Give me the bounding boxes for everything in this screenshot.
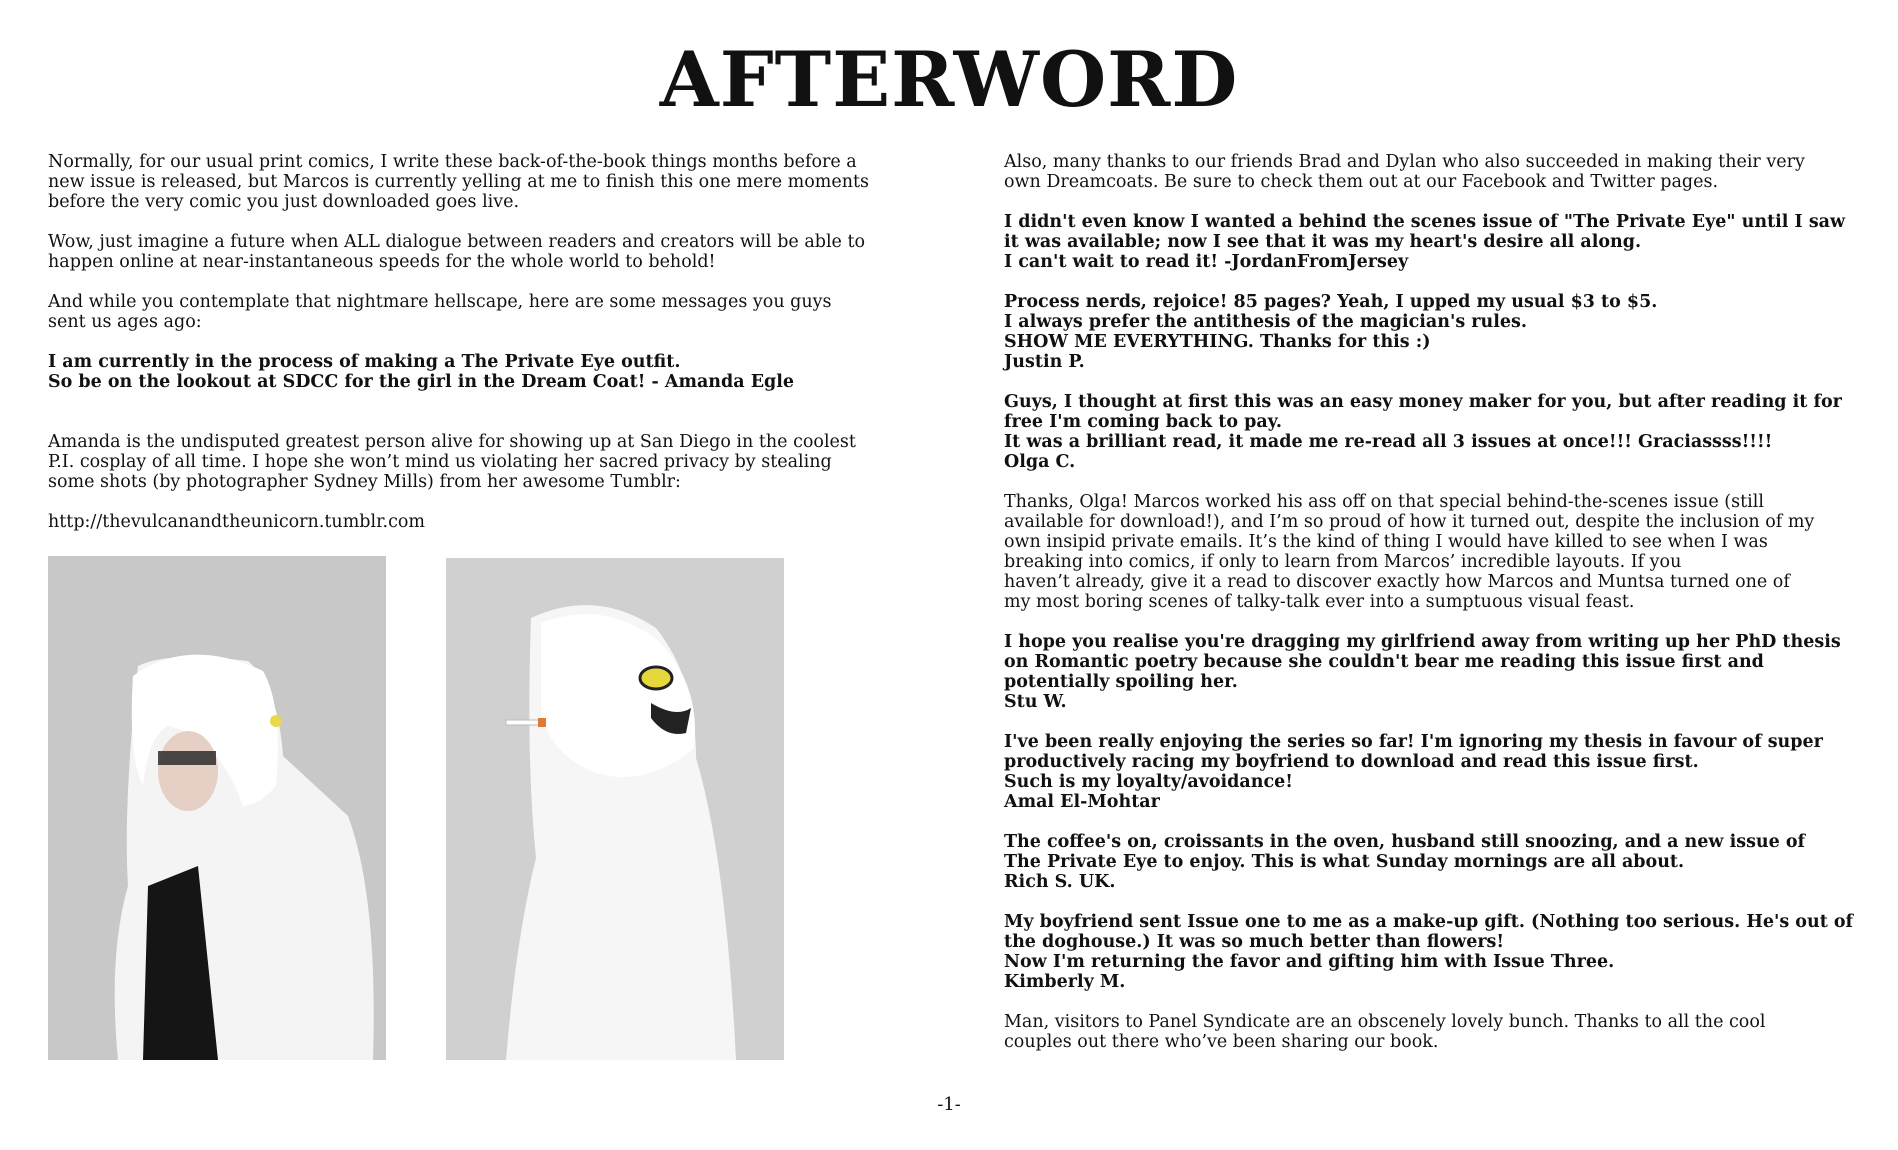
reader-message-justin: Process nerds, rejoice! 85 pages? Yeah, I upped my usual $3 to $5. I always prefer the antithesis of the magician's rules. SHOW ME EVERYTHING. Thanks for this :) Justin P. (1004, 292, 1658, 372)
reader-message-jordan: I didn't even know I wanted a behind the scenes issue of "The Private Eye" until I saw it was available; now I see that it was my heart's desire all along. I can't wait to read it! -JordanFromJersey (1004, 212, 1846, 272)
reader-message-kimberly: My boyfriend sent Issue one to me as a make-up gift. (Nothing too serious. He's out of the doghouse.) It was so much better than flowers! Now I'm returning the favor and gifting him with Issue Three. Kimberly M. (1004, 912, 1854, 992)
tumblr-link[interactable]: http://thevulcanandtheunicorn.tumblr.com (48, 512, 426, 532)
future-paragraph: Wow, just imagine a future when ALL dialogue between readers and creators will be able to happen online at near-instantaneous speeds for the whole world to behold! (48, 232, 866, 272)
reader-message-amal: I've been really enjoying the series so far! I'm ignoring my thesis in favour of super productively racing my boyfriend to download and read this issue first. Such is my loyalty/avoidance! Amal El-Mohtar (1004, 732, 1823, 812)
reader-message-olga: Guys, I thought at first this was an easy money maker for you, but after reading it for free I'm coming back to pay. It was a brilliant read, it made me re-read all 3 issues at once!!! Graciassss!!!! Olga C. (1004, 392, 1842, 472)
page-number: -1- (937, 1094, 961, 1115)
intro-paragraph: Normally, for our usual print comics, I write these back-of-the-book things months before a new issue is released, but Marcos is currently yelling at me to finish this one mere moments before the very comic you just downloaded goes live. (48, 152, 870, 212)
messages-intro-paragraph: And while you contemplate that nightmare hellscape, here are some messages you guys sent us ages ago: (48, 292, 832, 332)
right-column (1004, 152, 1874, 1072)
closing-paragraph: Man, visitors to Panel Syndicate are an obscenely lovely bunch. Thanks to all the cool couples out there who’ve been sharing our book. (1004, 1012, 1766, 1052)
reader-message-rich: The coffee's on, croissants in the oven, husband still snoozing, and a new issue of The Private Eye to enjoy. This is what Sunday mornings are all about. Rich S. UK. (1004, 832, 1806, 892)
reader-message-amanda: I am currently in the process of making a The Private Eye outfit. So be on the lookout at SDCC for the girl in the Dream Coat! - Amanda Egle (48, 352, 795, 392)
cosplay-photo-side (446, 558, 784, 1060)
page-title: AFTERWORD (659, 35, 1239, 124)
cosplay-paragraph: Amanda is the undisputed greatest person alive for showing up at San Diego in the coolest P.I. cosplay of all time. I hope she won’t mind us violating her sacred privacy by stealing some shots (by photographer Sydney Mills) from her awesome Tumblr: (48, 432, 856, 492)
reader-message-stu: I hope you realise you're dragging my girlfriend away from writing up her PhD thesis on Romantic poetry because she couldn't bear me reading this issue first and potentially spoiling her. Stu W. (1004, 632, 1841, 712)
cosplay-photo-front (48, 556, 386, 1060)
left-column (48, 152, 928, 550)
reply-olga-paragraph: Thanks, Olga! Marcos worked his ass off on that special behind-the-scenes issue (still available for download!), and I’m so proud of how it turned out, despite the inclusion of my own insipid private emails. It’s the kind of thing I would have killed to see when I was breaking into comics, if only to learn from Marcos’ incredible layouts. If you haven’t already, give it a read to discover exactly how Marcos and Muntsa turned one of my most boring scenes of talky-talk ever into a sumptuous visual feast. (1004, 492, 1815, 612)
thanks-paragraph: Also, many thanks to our friends Brad and Dylan who also succeeded in making their very own Dreamcoats. Be sure to check them out at our Facebook and Twitter pages. (1004, 152, 1805, 192)
